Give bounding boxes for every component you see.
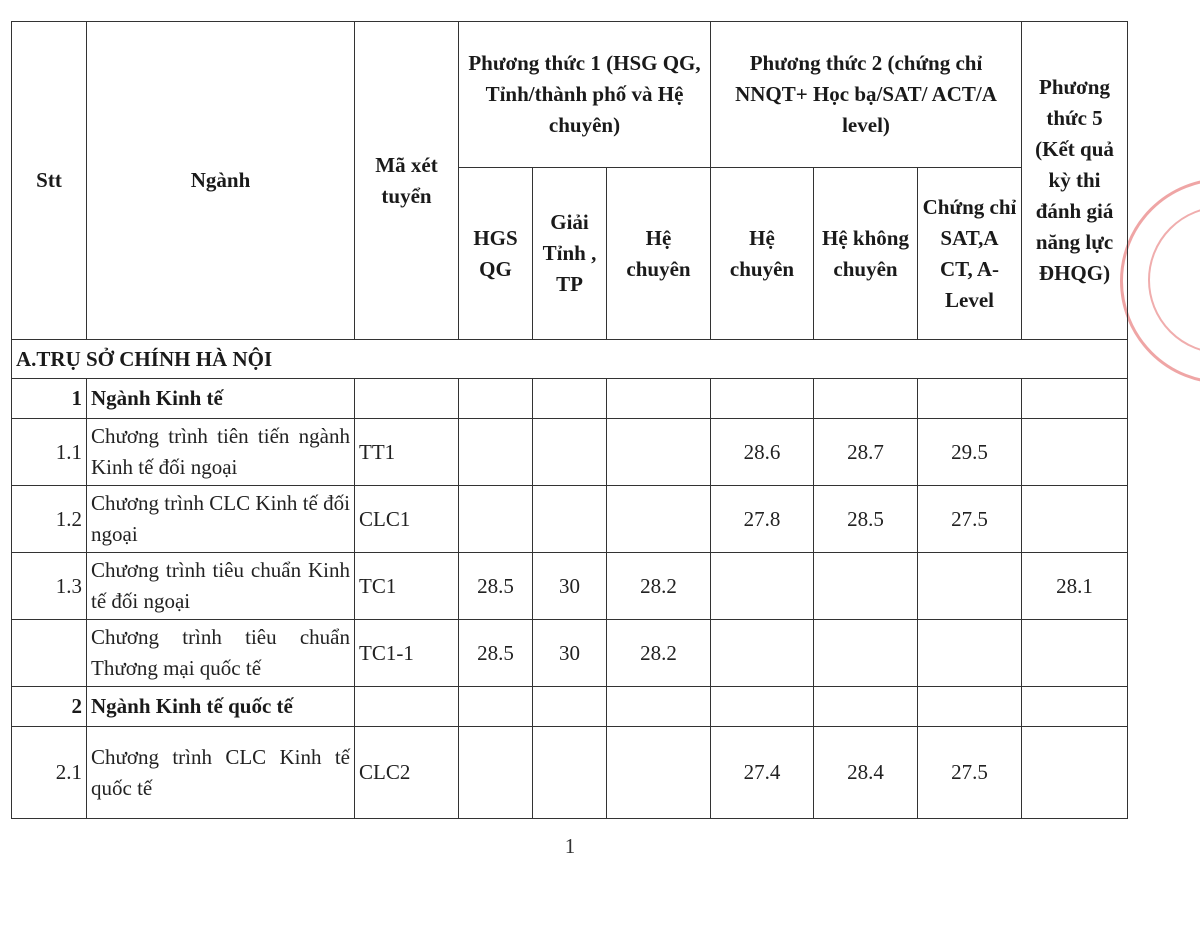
group-row: [12, 687, 1128, 727]
group-stt: 2: [12, 687, 87, 727]
row-program-name: Chương trình CLC Kinh tế đối ngoại: [87, 486, 355, 553]
score-cell: [607, 419, 711, 486]
score-cell: [918, 553, 1022, 620]
score-cell: [533, 727, 607, 819]
table-row: [12, 620, 1128, 687]
score-cell: 28.5: [459, 620, 533, 687]
subheader-hgs-qg: HGS QG: [459, 168, 533, 340]
admission-score-table: [11, 21, 1128, 819]
row-code: TC1: [355, 553, 459, 620]
row-stt: 1.2: [12, 486, 87, 553]
score-cell: 28.4: [814, 727, 918, 819]
row-stt: [12, 620, 87, 687]
score-cell: 30: [533, 620, 607, 687]
score-cell: [711, 553, 814, 620]
score-cell: [607, 486, 711, 553]
score-cell: [1022, 419, 1128, 486]
group-name: Ngành Kinh tế quốc tế: [87, 687, 355, 727]
score-cell: 27.5: [918, 486, 1022, 553]
score-cell: [459, 486, 533, 553]
row-program-name: Chương trình tiêu chuẩn Kinh tế đối ngoại: [87, 553, 355, 620]
section-heading: A.TRỤ SỞ CHÍNH HÀ NỘI: [12, 340, 1128, 379]
score-cell: 28.1: [1022, 553, 1128, 620]
header-stt: Stt: [12, 22, 87, 340]
score-cell: 28.2: [607, 553, 711, 620]
row-stt: 2.1: [12, 727, 87, 819]
score-cell: [1022, 727, 1128, 819]
subheader-he-chuyen-pt2: Hệ chuyên: [711, 168, 814, 340]
score-cell: 28.5: [814, 486, 918, 553]
score-cell: [1022, 486, 1128, 553]
subheader-he-chuyen-pt1: Hệ chuyên: [607, 168, 711, 340]
score-cell: 28.2: [607, 620, 711, 687]
score-cell: 30: [533, 553, 607, 620]
score-cell: 27.8: [711, 486, 814, 553]
table-row: [12, 419, 1128, 486]
row-code: TT1: [355, 419, 459, 486]
row-code: TC1-1: [355, 620, 459, 687]
score-cell: [711, 620, 814, 687]
score-cell: [607, 727, 711, 819]
subheader-chung-chi-sat: Chứng chỉ SAT,A CT, A-Level: [918, 168, 1022, 340]
group-row: [12, 379, 1128, 419]
row-code: CLC2: [355, 727, 459, 819]
header-phuong-thuc-5: Phương thức 5 (Kết quả kỳ thi đánh giá năng lực ĐHQG): [1022, 22, 1128, 340]
score-cell: [533, 419, 607, 486]
row-program-name: Chương trình tiên tiến ngành Kinh tế đối ngoại: [87, 419, 355, 486]
score-cell: [459, 419, 533, 486]
header-phuong-thuc-1: Phương thức 1 (HSG QG, Tỉnh/thành phố và Hệ chuyên): [459, 22, 711, 168]
row-code: CLC1: [355, 486, 459, 553]
header-nganh: Ngành: [87, 22, 355, 340]
subheader-he-khong-chuyen: Hệ không chuyên: [814, 168, 918, 340]
table-row: [12, 553, 1128, 620]
header-ma-xet-tuyen: Mã xét tuyển: [355, 22, 459, 340]
score-cell: 27.4: [711, 727, 814, 819]
subheader-giai-tinh-tp: Giải Tỉnh , TP: [533, 168, 607, 340]
page-number: 1: [564, 834, 576, 858]
score-cell: [533, 486, 607, 553]
row-program-name: Chương trình CLC Kinh tế quốc tế: [87, 727, 355, 819]
header-phuong-thuc-2: Phương thức 2 (chứng chỉ NNQT+ Học bạ/SAT/ ACT/A level): [711, 22, 1022, 168]
row-program-name: Chương trình tiêu chuẩn Thương mại quốc tế: [87, 620, 355, 687]
score-cell: 27.5: [918, 727, 1022, 819]
score-cell: 28.5: [459, 553, 533, 620]
table-row: [12, 727, 1128, 819]
score-cell: [918, 620, 1022, 687]
score-cell: [814, 620, 918, 687]
score-cell: 29.5: [918, 419, 1022, 486]
score-cell: 28.7: [814, 419, 918, 486]
group-name: Ngành Kinh tế: [87, 379, 355, 419]
score-cell: 28.6: [711, 419, 814, 486]
table-row: [12, 486, 1128, 553]
row-stt: 1.1: [12, 419, 87, 486]
score-cell: [459, 727, 533, 819]
group-stt: 1: [12, 379, 87, 419]
score-cell: [1022, 620, 1128, 687]
row-stt: 1.3: [12, 553, 87, 620]
score-cell: [814, 553, 918, 620]
